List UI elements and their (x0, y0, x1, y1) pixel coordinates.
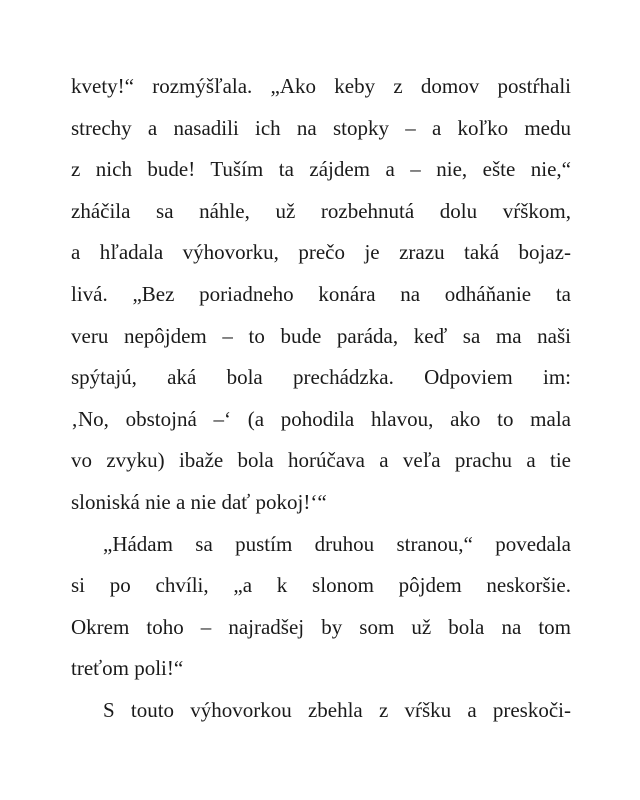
text-line: veru nepôjdem – to bude paráda, keď sa ma naši (71, 323, 571, 348)
text-line: a hľadala výhovorku, prečo je zrazu taká bojaz- (71, 240, 571, 265)
text-line: ‚No, obstojná –‘ (a pohodila hlavou, ako to mala (71, 406, 571, 431)
text-line: vo zvyku) ibaže bola horúčava a veľa prachu a tie (71, 448, 571, 473)
text-line: spýtajú, aká bola prechádzka. Odpoviem im: (71, 365, 571, 390)
text-line-paragraph-start: S touto výhovorkou zbehla z vŕšku a preskoči- (103, 697, 571, 722)
text-line-paragraph-end: treťom poli!“ (71, 656, 184, 681)
text-line: kvety!“ rozmýšľala. „Ako keby z domov postŕhali (71, 74, 571, 98)
text-line: zháčila sa náhle, už rozbehnutá dolu vŕškom, (71, 198, 571, 223)
text-line-paragraph-end: sloniská nie a nie dať pokoj!‘“ (71, 489, 327, 514)
text-line: si po chvíli, „a k slonom pôjdem neskoršie. (71, 573, 571, 598)
text-line-paragraph-start: „Hádam sa pustím druhou stranou,“ povedala (103, 531, 571, 556)
text-line: Okrem toho – najradšej by som už bola na tom (71, 614, 571, 639)
page-body-text (71, 66, 571, 732)
text-line: strechy a nasadili ich na stopky – a koľko medu (71, 115, 571, 140)
text-line: z nich bude! Tuším ta zájdem a – nie, ešte nie,“ (71, 157, 571, 182)
text-line: livá. „Bez poriadneho konára na odháňanie ta (71, 281, 571, 306)
